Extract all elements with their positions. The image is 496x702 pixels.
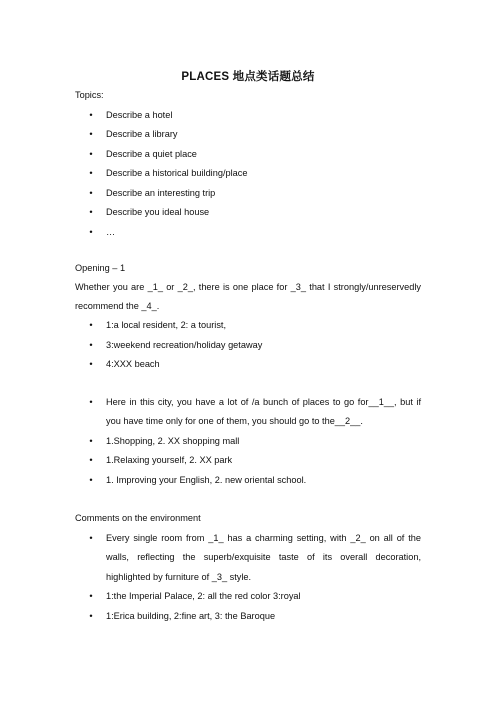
bullet-mark: • [89, 455, 93, 465]
comments-item: 1:Erica building, 2:fine art, 3: the Baroque [106, 611, 276, 621]
bullet-mark: • [89, 359, 93, 369]
page-title: PLACES 地点类话题总结 [181, 71, 315, 83]
topic-item: Describe you ideal house [106, 207, 210, 217]
topic-item: Describe an interesting trip [106, 188, 216, 198]
bullet-mark: • [89, 149, 93, 159]
bullet-mark: • [89, 227, 93, 237]
bullet-mark: • [89, 129, 93, 139]
topic-item: Describe a quiet place [106, 149, 197, 159]
bullet-mark: • [89, 475, 93, 485]
opening-paragraph-line1: Whether you are _1_ or _2_, there is one place for _3_ that I strongly/unreservedly [75, 282, 421, 292]
comments-bullet-line1: Every single room from _1_ has a charming setting, with _2_ on all of the [106, 533, 421, 543]
bullet-mark: • [89, 591, 93, 601]
bullet-mark: • [89, 611, 93, 621]
bullet-mark: • [89, 320, 93, 330]
opening-item: 3:weekend recreation/holiday getaway [106, 340, 263, 350]
opening-item: 1:a local resident, 2: a tourist, [106, 320, 227, 330]
topic-item: Describe a historical building/place [106, 168, 248, 178]
comments-heading: Comments on the environment [75, 513, 201, 523]
opening-item: 1. Improving your English, 2. new oriental school. [106, 475, 307, 485]
comments-bullet-line2: walls, reflecting the superb/exquisite taste of its overall decoration, [106, 552, 421, 562]
bullet-mark: • [89, 340, 93, 350]
opening-paragraph-line2: recommend the _4_. [75, 301, 160, 311]
bullet-mark: • [89, 397, 93, 407]
topics-heading: Topics: [75, 90, 104, 100]
opening-bullet2-line1: Here in this city, you have a lot of /a bunch of places to go for__1__, but if [106, 397, 421, 407]
topic-item: Describe a hotel [106, 110, 173, 120]
opening-item: 4:XXX beach [106, 359, 160, 369]
comments-bullet-line3: highlighted by furniture of _3_ style. [106, 572, 252, 582]
topic-item: Describe a library [106, 129, 178, 139]
opening-heading: Opening – 1 [75, 263, 126, 273]
opening-item: 1.Relaxing yourself, 2. XX park [106, 455, 233, 465]
bullet-mark: • [89, 188, 93, 198]
opening-bullet2-line2: you have time only for one of them, you should go to the__2__. [106, 416, 363, 426]
bullet-mark: • [89, 436, 93, 446]
bullet-mark: • [89, 207, 93, 217]
bullet-mark: • [89, 168, 93, 178]
topic-item: … [106, 227, 116, 237]
bullet-mark: • [89, 110, 93, 120]
opening-item: 1.Shopping, 2. XX shopping mall [106, 436, 240, 446]
comments-item: 1:the Imperial Palace, 2: all the red color 3:royal [106, 591, 301, 601]
bullet-mark: • [89, 533, 93, 543]
